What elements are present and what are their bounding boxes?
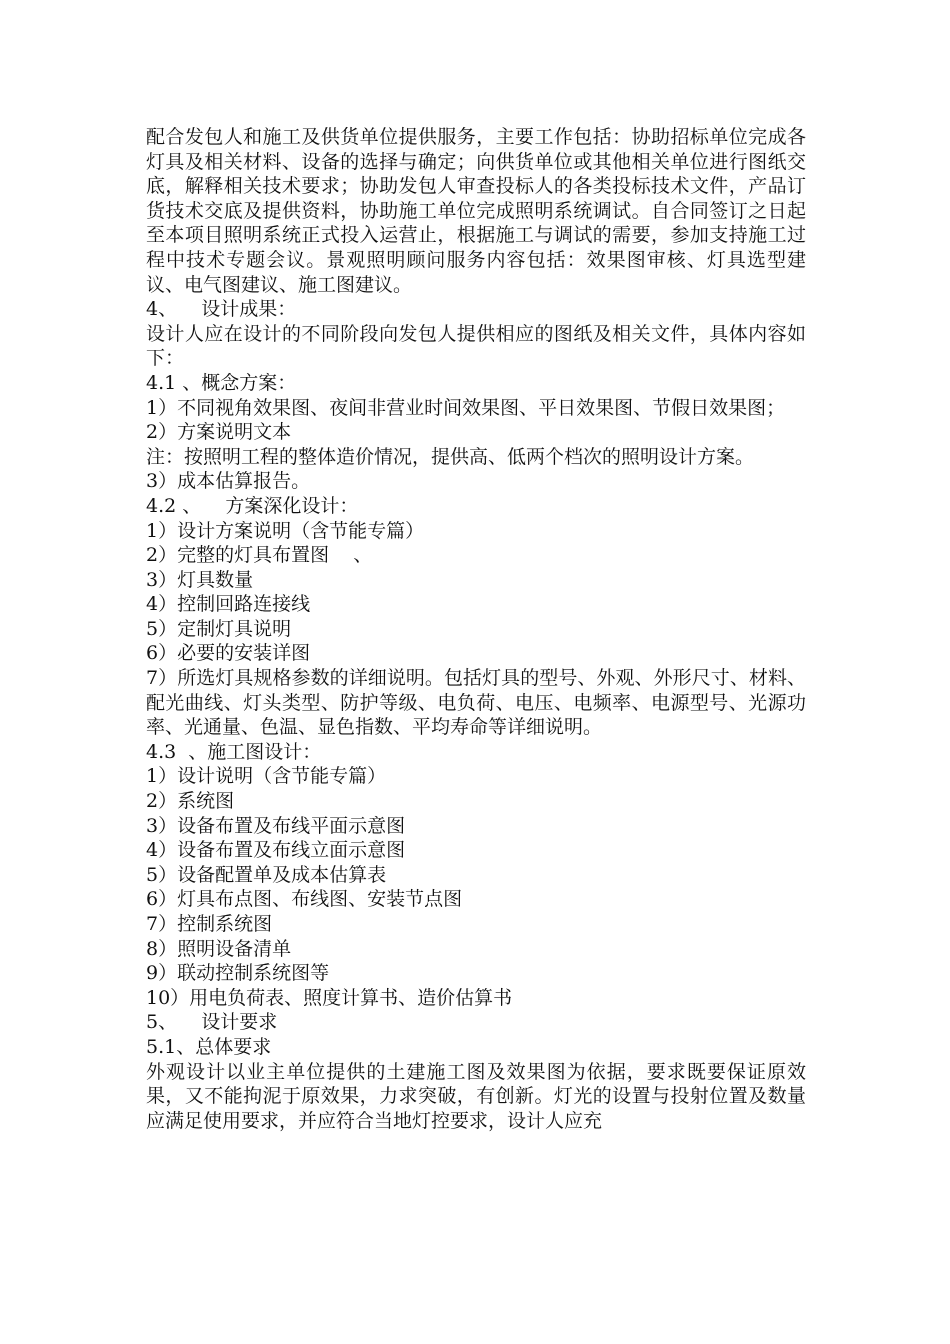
section-4-3-item: 9）联动控制系统图等 <box>146 962 330 985</box>
section-4-1-note: 注：按照明工程的整体造价情况，提供高、低两个档次的照明设计方案。 <box>146 445 755 468</box>
section-4-3-item: 3）设备布置及布线平面示意图 <box>146 814 406 837</box>
document-page <box>146 125 806 1133</box>
section-4-3-item: 10）用电负荷表、照度计算书、造价估算书 <box>146 986 513 1009</box>
section-4-3-heading: 4.3 、施工图设计： <box>146 740 322 763</box>
section-4-2-item: 2）完整的灯具布置图 、 <box>146 544 373 567</box>
section-4-heading: 4、 设计成果： <box>146 298 297 321</box>
section-4-2-item: 3）灯具数量 <box>146 568 254 591</box>
section-5-heading: 5、 设计要求 <box>146 1011 278 1034</box>
section-4-2-item: 5）定制灯具说明 <box>146 617 292 640</box>
section-5-1-heading: 5.1、总体要求 <box>146 1035 272 1058</box>
section-4-2-item: 4）控制回路连接线 <box>146 593 311 616</box>
section-4-1-item: 3）成本估算报告。 <box>146 470 311 493</box>
section-4-2-item: 6）必要的安装详图 <box>146 642 311 665</box>
section-4-3-item: 1）设计说明（含节能专篇） <box>146 765 387 788</box>
section-4-2-item: 7）所选灯具规格参数的详细说明。包括灯具的型号、外观、外形尺寸、材料、配光曲线、灯头类型、防护等级、电负荷、电压、电频率、电源型号、光源功率、光通量、色温、显色指数、平均寿命等详细说明。 <box>146 667 806 739</box>
section-4-2-item: 1）设计方案说明（含节能专篇） <box>146 519 425 542</box>
section-4-3-item: 7）控制系统图 <box>146 913 273 935</box>
section-4-2-heading: 4.2 、 方案深化设计： <box>146 494 359 517</box>
section-4-3-item: 8）照明设备清单 <box>146 937 292 960</box>
section-4-1-heading: 4.1 、概念方案： <box>146 371 297 394</box>
section-4-3-item: 4）设备布置及布线立面示意图 <box>146 839 406 862</box>
section-4-3-item: 6）灯具布点图、布线图、安装节点图 <box>146 888 463 911</box>
section-4-1-item: 2）方案说明文本 <box>146 421 292 444</box>
section-4-1-item: 1）不同视角效果图、夜间非营业时间效果图、平日效果图、节假日效果图； <box>146 396 786 419</box>
section-4-3-item: 2）系统图 <box>146 790 235 813</box>
intro-paragraph: 配合发包人和施工及供货单位提供服务，主要工作包括：协助招标单位完成各灯具及相关材料、设备的选择与确定；向供货单位或其他相关单位进行图纸交底，解释相关技术要求；协助发包人审查投标人的各类投标技术文件，产品订货技术交底及提供资料，协助施工单位完成照明系统调试。自合同签订之日起至本项目照明系统正式投入运营止，根据施工与调试的需要，参加支持施工过程中技术专题会议。景观照明顾问服务内容包括：效果图审核、灯具选型建议、电气图建议、施工图建议。 <box>146 126 806 296</box>
section-4-3-item: 5）设备配置单及成本估算表 <box>146 863 387 886</box>
section-4-intro: 设计人应在设计的不同阶段向发包人提供相应的图纸及相关文件，具体内容如下： <box>146 322 806 370</box>
section-5-1-text: 外观设计以业主单位提供的土建施工图及效果图为依据，要求既要保证原效果，又不能拘泥于原效果，力求突破，有创新。灯光的设置与投射位置及数量应满足使用要求，并应符合当地灯控要求，设计人应充 <box>146 1060 806 1132</box>
